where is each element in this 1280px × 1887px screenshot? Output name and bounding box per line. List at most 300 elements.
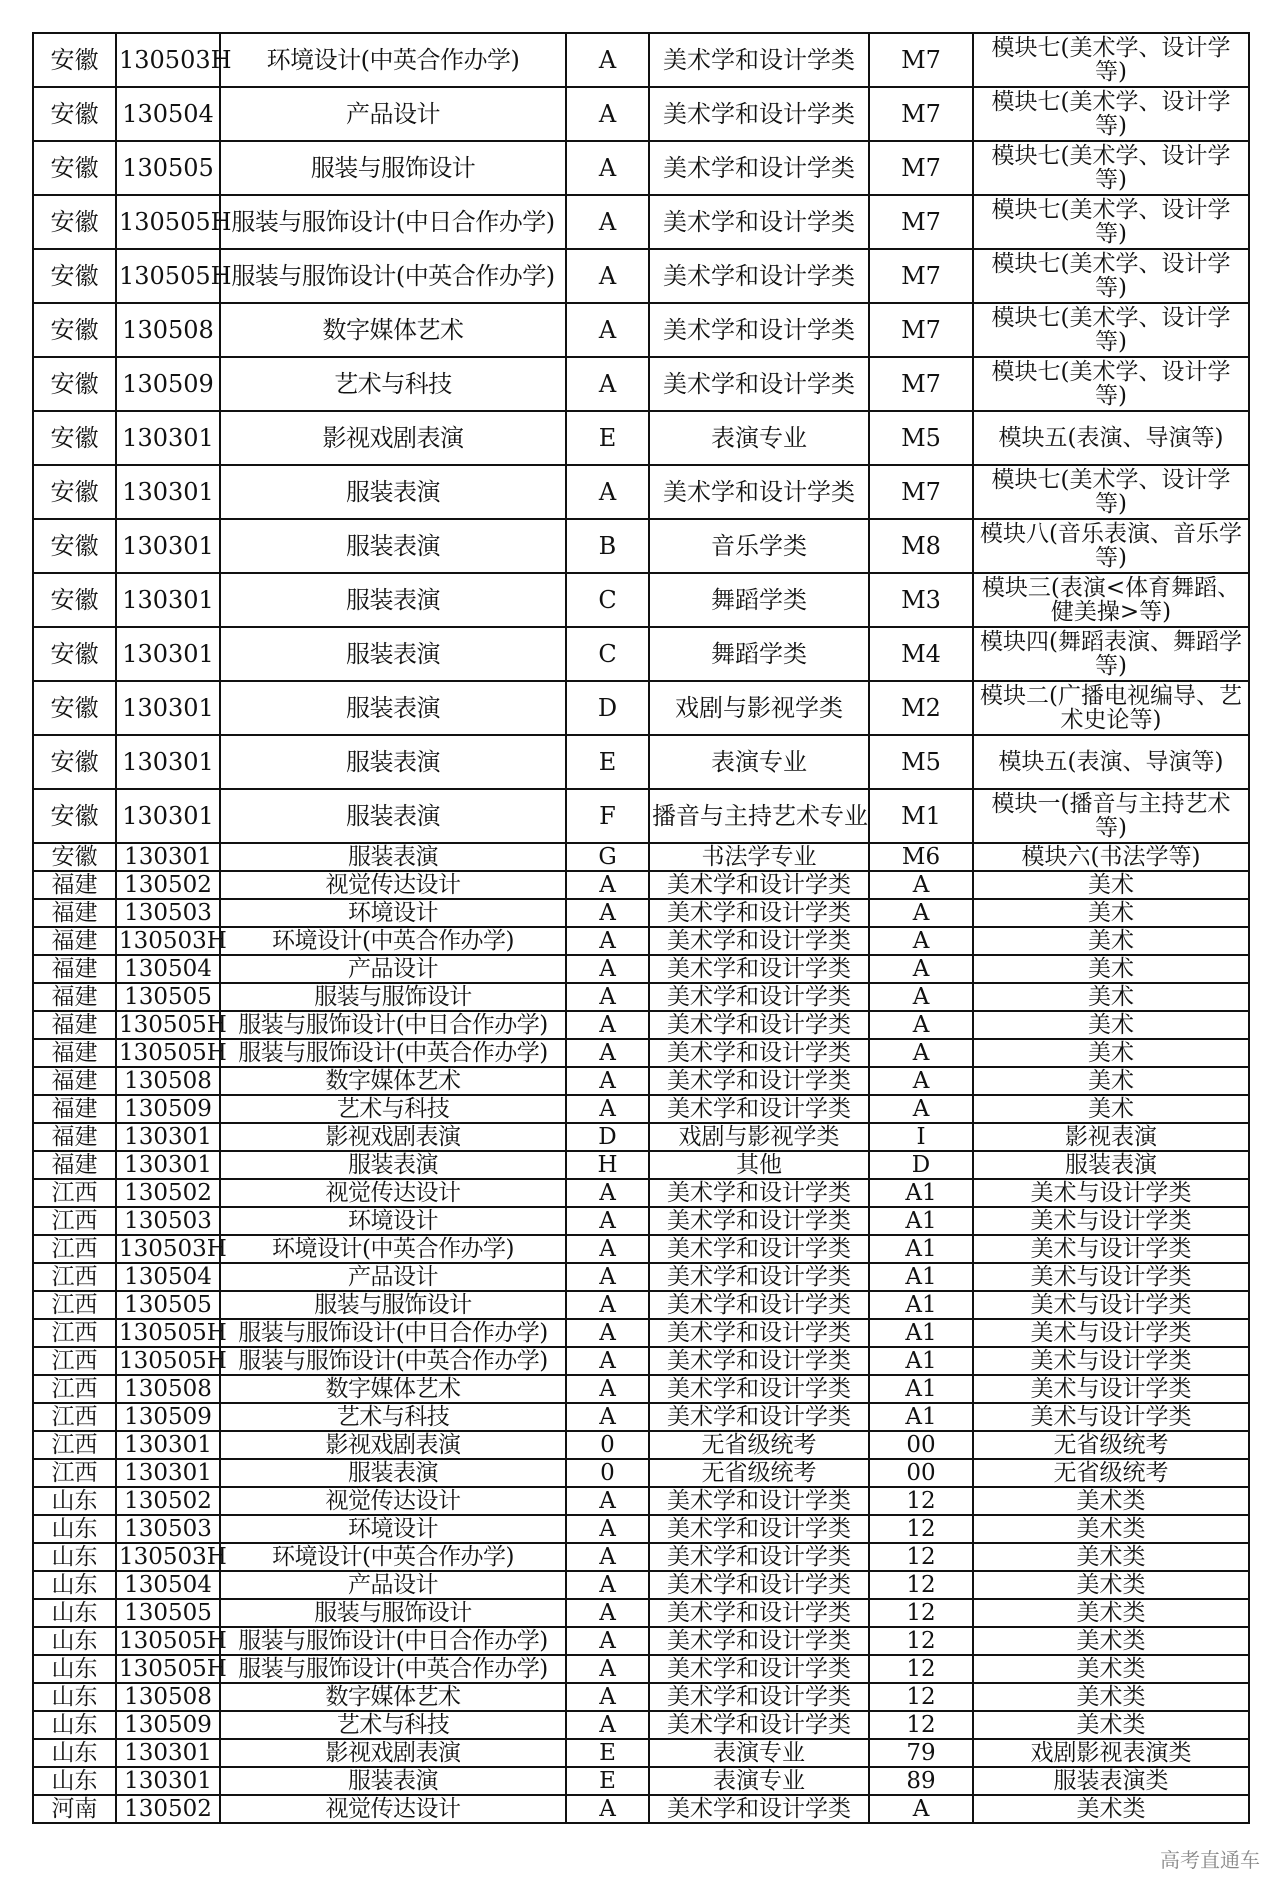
- exam-category-code-cell: A: [566, 871, 649, 899]
- major-name-cell: 数字媒体艺术: [220, 1067, 566, 1095]
- province-cell: 江西: [33, 1347, 116, 1375]
- table-row: [33, 983, 1249, 1011]
- major-code-cell: 130509: [116, 357, 220, 411]
- major-code-cell: 130505H: [116, 195, 220, 249]
- exam-category-cell: 美术学和设计学类: [649, 1795, 869, 1823]
- province-cell: 江西: [33, 1263, 116, 1291]
- major-code-cell: 130503: [116, 1207, 220, 1235]
- major-name-cell: 产品设计: [220, 955, 566, 983]
- major-name-cell: 产品设计: [220, 1263, 566, 1291]
- exam-module-cell: 美术: [973, 927, 1249, 955]
- exam-module-cell: 美术与设计学类: [973, 1403, 1249, 1431]
- major-code-cell: 130301: [116, 411, 220, 465]
- major-name-cell: 环境设计: [220, 899, 566, 927]
- exam-category-cell: 美术学和设计学类: [649, 33, 869, 87]
- exam-category-cell: 美术学和设计学类: [649, 465, 869, 519]
- exam-code-cell: 12: [869, 1711, 973, 1739]
- exam-category-code-cell: A: [566, 1319, 649, 1347]
- province-cell: 安徽: [33, 357, 116, 411]
- major-name-cell: 服装与服饰设计(中日合作办学): [220, 1319, 566, 1347]
- major-code-cell: 130504: [116, 1263, 220, 1291]
- major-code-cell: 130503H: [116, 1235, 220, 1263]
- exam-code-cell: A: [869, 1011, 973, 1039]
- exam-code-cell: A1: [869, 1207, 973, 1235]
- table-row: [33, 955, 1249, 983]
- exam-category-code-cell: A: [566, 1067, 649, 1095]
- major-code-cell: 130508: [116, 303, 220, 357]
- exam-category-code-cell: E: [566, 1767, 649, 1795]
- exam-category-code-cell: A: [566, 955, 649, 983]
- table-row: [33, 1711, 1249, 1739]
- province-cell: 安徽: [33, 789, 116, 843]
- province-cell: 山东: [33, 1571, 116, 1599]
- exam-category-code-cell: A: [566, 1235, 649, 1263]
- table-row: [33, 1627, 1249, 1655]
- major-code-cell: 130508: [116, 1375, 220, 1403]
- province-cell: 福建: [33, 1011, 116, 1039]
- exam-category-code-cell: A: [566, 899, 649, 927]
- exam-category-cell: 美术学和设计学类: [649, 1627, 869, 1655]
- table-body: [33, 33, 1249, 1823]
- exam-category-cell: 美术学和设计学类: [649, 1263, 869, 1291]
- exam-category-code-cell: A: [566, 1291, 649, 1319]
- province-cell: 山东: [33, 1627, 116, 1655]
- major-code-cell: 130301: [116, 573, 220, 627]
- major-code-cell: 130301: [116, 1767, 220, 1795]
- province-cell: 河南: [33, 1795, 116, 1823]
- exam-category-cell: 美术学和设计学类: [649, 1067, 869, 1095]
- major-code-cell: 130503H: [116, 927, 220, 955]
- table-row: [33, 1655, 1249, 1683]
- exam-category-code-cell: 0: [566, 1431, 649, 1459]
- exam-module-cell: 美术: [973, 1067, 1249, 1095]
- table-row: [33, 249, 1249, 303]
- major-name-cell: 服装与服饰设计(中英合作办学): [220, 1039, 566, 1067]
- province-cell: 福建: [33, 1039, 116, 1067]
- province-cell: 江西: [33, 1375, 116, 1403]
- province-cell: 山东: [33, 1711, 116, 1739]
- major-code-cell: 130301: [116, 1431, 220, 1459]
- exam-module-cell: 美术: [973, 1011, 1249, 1039]
- table-row: [33, 519, 1249, 573]
- table-row: [33, 357, 1249, 411]
- major-code-cell: 130301: [116, 519, 220, 573]
- exam-category-code-cell: C: [566, 627, 649, 681]
- table-row: [33, 1095, 1249, 1123]
- exam-code-cell: M5: [869, 735, 973, 789]
- major-code-cell: 130505H: [116, 1627, 220, 1655]
- exam-category-cell: 无省级统考: [649, 1459, 869, 1487]
- major-code-cell: 130502: [116, 1179, 220, 1207]
- exam-category-cell: 美术学和设计学类: [649, 871, 869, 899]
- major-code-cell: 130503: [116, 1515, 220, 1543]
- exam-category-cell: 表演专业: [649, 735, 869, 789]
- exam-code-cell: A1: [869, 1403, 973, 1431]
- province-cell: 江西: [33, 1207, 116, 1235]
- exam-module-cell: 美术类: [973, 1599, 1249, 1627]
- table-row: [33, 573, 1249, 627]
- exam-module-cell: 模块三(表演<体育舞蹈、健美操>等): [973, 573, 1249, 627]
- exam-module-cell: 美术: [973, 871, 1249, 899]
- province-cell: 江西: [33, 1319, 116, 1347]
- province-cell: 山东: [33, 1655, 116, 1683]
- exam-code-cell: A: [869, 1039, 973, 1067]
- major-code-cell: 130301: [116, 735, 220, 789]
- exam-code-cell: A: [869, 955, 973, 983]
- exam-category-code-cell: D: [566, 1123, 649, 1151]
- exam-module-cell: 美术与设计学类: [973, 1179, 1249, 1207]
- major-code-cell: 130502: [116, 1487, 220, 1515]
- table-row: [33, 1263, 1249, 1291]
- major-exam-mapping-table: [32, 32, 1250, 1824]
- major-code-cell: 130505H: [116, 1039, 220, 1067]
- major-code-cell: 130502: [116, 1795, 220, 1823]
- exam-code-cell: M4: [869, 627, 973, 681]
- major-name-cell: 服装表演: [220, 627, 566, 681]
- exam-module-cell: 模块七(美术学、设计学等): [973, 303, 1249, 357]
- exam-category-cell: 美术学和设计学类: [649, 1179, 869, 1207]
- exam-category-cell: 美术学和设计学类: [649, 1347, 869, 1375]
- exam-module-cell: 美术类: [973, 1655, 1249, 1683]
- table-row: [33, 1011, 1249, 1039]
- province-cell: 安徽: [33, 249, 116, 303]
- exam-category-code-cell: C: [566, 573, 649, 627]
- exam-category-cell: 表演专业: [649, 1767, 869, 1795]
- province-cell: 安徽: [33, 303, 116, 357]
- exam-category-code-cell: B: [566, 519, 649, 573]
- major-code-cell: 130509: [116, 1403, 220, 1431]
- major-name-cell: 艺术与科技: [220, 1095, 566, 1123]
- exam-category-cell: 音乐学类: [649, 519, 869, 573]
- exam-category-cell: 美术学和设计学类: [649, 1515, 869, 1543]
- major-code-cell: 130505: [116, 1599, 220, 1627]
- province-cell: 江西: [33, 1235, 116, 1263]
- major-name-cell: 服装与服饰设计: [220, 141, 566, 195]
- province-cell: 江西: [33, 1459, 116, 1487]
- province-cell: 安徽: [33, 519, 116, 573]
- major-code-cell: 130301: [116, 1739, 220, 1767]
- table-row: [33, 1347, 1249, 1375]
- exam-category-code-cell: A: [566, 1403, 649, 1431]
- table-row: [33, 1599, 1249, 1627]
- enrollment-table-sheet: [32, 32, 1248, 1824]
- exam-category-code-cell: A: [566, 249, 649, 303]
- table-row: [33, 1291, 1249, 1319]
- table-row: [33, 681, 1249, 735]
- major-name-cell: 服装表演: [220, 843, 566, 871]
- province-cell: 安徽: [33, 141, 116, 195]
- exam-category-cell: 表演专业: [649, 411, 869, 465]
- exam-code-cell: A1: [869, 1375, 973, 1403]
- table-row: [33, 1515, 1249, 1543]
- major-name-cell: 数字媒体艺术: [220, 1683, 566, 1711]
- province-cell: 安徽: [33, 843, 116, 871]
- exam-module-cell: 美术与设计学类: [973, 1263, 1249, 1291]
- table-row: [33, 1179, 1249, 1207]
- exam-category-cell: 戏剧与影视学类: [649, 681, 869, 735]
- exam-category-cell: 美术学和设计学类: [649, 1655, 869, 1683]
- exam-code-cell: M7: [869, 141, 973, 195]
- exam-category-cell: 美术学和设计学类: [649, 1403, 869, 1431]
- table-row: [33, 1571, 1249, 1599]
- exam-category-cell: 美术学和设计学类: [649, 1571, 869, 1599]
- province-cell: 安徽: [33, 87, 116, 141]
- exam-category-code-cell: A: [566, 1571, 649, 1599]
- exam-code-cell: 79: [869, 1739, 973, 1767]
- exam-module-cell: 美术类: [973, 1515, 1249, 1543]
- table-row: [33, 1543, 1249, 1571]
- exam-code-cell: 12: [869, 1627, 973, 1655]
- major-code-cell: 130301: [116, 843, 220, 871]
- major-name-cell: 环境设计: [220, 1515, 566, 1543]
- province-cell: 山东: [33, 1739, 116, 1767]
- exam-category-code-cell: A: [566, 1039, 649, 1067]
- exam-module-cell: 服装表演: [973, 1151, 1249, 1179]
- major-name-cell: 服装与服饰设计(中英合作办学): [220, 249, 566, 303]
- major-name-cell: 影视戏剧表演: [220, 1123, 566, 1151]
- table-row: [33, 1403, 1249, 1431]
- exam-category-code-cell: A: [566, 1011, 649, 1039]
- exam-category-code-cell: A: [566, 1655, 649, 1683]
- major-name-cell: 服装表演: [220, 1767, 566, 1795]
- exam-code-cell: M3: [869, 573, 973, 627]
- exam-module-cell: 模块七(美术学、设计学等): [973, 195, 1249, 249]
- exam-module-cell: 模块七(美术学、设计学等): [973, 465, 1249, 519]
- major-code-cell: 130504: [116, 87, 220, 141]
- exam-category-code-cell: G: [566, 843, 649, 871]
- exam-code-cell: M1: [869, 789, 973, 843]
- exam-module-cell: 美术: [973, 983, 1249, 1011]
- province-cell: 江西: [33, 1403, 116, 1431]
- exam-category-cell: 书法学专业: [649, 843, 869, 871]
- table-row: [33, 1739, 1249, 1767]
- major-code-cell: 130502: [116, 871, 220, 899]
- major-code-cell: 130505: [116, 1291, 220, 1319]
- major-name-cell: 环境设计: [220, 1207, 566, 1235]
- province-cell: 福建: [33, 871, 116, 899]
- province-cell: 福建: [33, 1123, 116, 1151]
- exam-category-cell: 美术学和设计学类: [649, 1095, 869, 1123]
- exam-category-code-cell: A: [566, 1599, 649, 1627]
- major-name-cell: 艺术与科技: [220, 357, 566, 411]
- exam-category-cell: 舞蹈学类: [649, 627, 869, 681]
- major-code-cell: 130301: [116, 681, 220, 735]
- exam-code-cell: 12: [869, 1655, 973, 1683]
- table-row: [33, 195, 1249, 249]
- major-code-cell: 130503H: [116, 33, 220, 87]
- table-row: [33, 899, 1249, 927]
- exam-category-code-cell: A: [566, 1627, 649, 1655]
- major-name-cell: 影视戏剧表演: [220, 1739, 566, 1767]
- table-row: [33, 1431, 1249, 1459]
- major-name-cell: 服装与服饰设计: [220, 1291, 566, 1319]
- major-name-cell: 数字媒体艺术: [220, 1375, 566, 1403]
- major-code-cell: 130301: [116, 789, 220, 843]
- major-name-cell: 环境设计(中英合作办学): [220, 1543, 566, 1571]
- exam-category-cell: 美术学和设计学类: [649, 1207, 869, 1235]
- exam-code-cell: A: [869, 899, 973, 927]
- table-row: [33, 1487, 1249, 1515]
- province-cell: 山东: [33, 1599, 116, 1627]
- major-name-cell: 视觉传达设计: [220, 871, 566, 899]
- major-name-cell: 产品设计: [220, 1571, 566, 1599]
- exam-module-cell: 美术类: [973, 1487, 1249, 1515]
- major-name-cell: 服装表演: [220, 465, 566, 519]
- exam-category-code-cell: E: [566, 735, 649, 789]
- exam-code-cell: A1: [869, 1291, 973, 1319]
- exam-category-code-cell: A: [566, 1683, 649, 1711]
- exam-category-cell: 美术学和设计学类: [649, 1711, 869, 1739]
- exam-code-cell: 12: [869, 1515, 973, 1543]
- table-row: [33, 1375, 1249, 1403]
- major-name-cell: 艺术与科技: [220, 1403, 566, 1431]
- exam-category-cell: 美术学和设计学类: [649, 249, 869, 303]
- exam-category-code-cell: A: [566, 303, 649, 357]
- exam-code-cell: 00: [869, 1459, 973, 1487]
- exam-code-cell: D: [869, 1151, 973, 1179]
- exam-category-code-cell: H: [566, 1151, 649, 1179]
- exam-category-code-cell: A: [566, 33, 649, 87]
- exam-category-code-cell: D: [566, 681, 649, 735]
- exam-category-code-cell: A: [566, 927, 649, 955]
- exam-category-code-cell: A: [566, 465, 649, 519]
- exam-code-cell: A1: [869, 1179, 973, 1207]
- major-code-cell: 130508: [116, 1067, 220, 1095]
- exam-code-cell: M7: [869, 87, 973, 141]
- major-name-cell: 服装与服饰设计(中日合作办学): [220, 195, 566, 249]
- exam-code-cell: M7: [869, 33, 973, 87]
- major-code-cell: 130505H: [116, 249, 220, 303]
- exam-category-cell: 播音与主持艺术专业: [649, 789, 869, 843]
- exam-module-cell: 美术类: [973, 1711, 1249, 1739]
- exam-code-cell: I: [869, 1123, 973, 1151]
- exam-category-code-cell: E: [566, 1739, 649, 1767]
- major-name-cell: 环境设计(中英合作办学): [220, 33, 566, 87]
- major-name-cell: 服装与服饰设计(中英合作办学): [220, 1655, 566, 1683]
- major-code-cell: 130503: [116, 899, 220, 927]
- exam-category-cell: 舞蹈学类: [649, 573, 869, 627]
- major-name-cell: 数字媒体艺术: [220, 303, 566, 357]
- table-row: [33, 843, 1249, 871]
- exam-code-cell: A: [869, 1795, 973, 1823]
- exam-module-cell: 模块五(表演、导演等): [973, 411, 1249, 465]
- table-row: [33, 1207, 1249, 1235]
- exam-code-cell: M5: [869, 411, 973, 465]
- province-cell: 安徽: [33, 195, 116, 249]
- exam-module-cell: 美术类: [973, 1683, 1249, 1711]
- exam-category-cell: 戏剧与影视学类: [649, 1123, 869, 1151]
- exam-code-cell: M6: [869, 843, 973, 871]
- major-code-cell: 130504: [116, 955, 220, 983]
- exam-module-cell: 模块五(表演、导演等): [973, 735, 1249, 789]
- exam-module-cell: 模块七(美术学、设计学等): [973, 357, 1249, 411]
- table-row: [33, 465, 1249, 519]
- exam-category-cell: 美术学和设计学类: [649, 1039, 869, 1067]
- exam-code-cell: A1: [869, 1263, 973, 1291]
- exam-code-cell: A1: [869, 1319, 973, 1347]
- exam-module-cell: 美术类: [973, 1627, 1249, 1655]
- table-row: [33, 871, 1249, 899]
- major-code-cell: 130301: [116, 1123, 220, 1151]
- major-name-cell: 影视戏剧表演: [220, 1431, 566, 1459]
- exam-module-cell: 模块七(美术学、设计学等): [973, 249, 1249, 303]
- table-row: [33, 789, 1249, 843]
- exam-module-cell: 美术与设计学类: [973, 1319, 1249, 1347]
- exam-category-code-cell: A: [566, 1347, 649, 1375]
- province-cell: 安徽: [33, 465, 116, 519]
- exam-category-code-cell: E: [566, 411, 649, 465]
- exam-category-code-cell: A: [566, 141, 649, 195]
- exam-category-code-cell: A: [566, 1515, 649, 1543]
- major-code-cell: 130301: [116, 627, 220, 681]
- table-row: [33, 303, 1249, 357]
- exam-code-cell: A: [869, 1095, 973, 1123]
- exam-category-code-cell: A: [566, 195, 649, 249]
- exam-module-cell: 模块七(美术学、设计学等): [973, 33, 1249, 87]
- exam-module-cell: 美术与设计学类: [973, 1207, 1249, 1235]
- exam-module-cell: 美术: [973, 899, 1249, 927]
- exam-category-cell: 美术学和设计学类: [649, 357, 869, 411]
- exam-code-cell: A: [869, 871, 973, 899]
- table-row: [33, 33, 1249, 87]
- table-row: [33, 927, 1249, 955]
- major-name-cell: 服装表演: [220, 1151, 566, 1179]
- major-code-cell: 130505H: [116, 1655, 220, 1683]
- exam-category-code-cell: F: [566, 789, 649, 843]
- exam-category-code-cell: A: [566, 1375, 649, 1403]
- exam-code-cell: 00: [869, 1431, 973, 1459]
- exam-category-cell: 美术学和设计学类: [649, 1599, 869, 1627]
- exam-module-cell: 美术与设计学类: [973, 1235, 1249, 1263]
- exam-code-cell: M7: [869, 195, 973, 249]
- exam-category-code-cell: A: [566, 87, 649, 141]
- table-row: [33, 1319, 1249, 1347]
- major-name-cell: 视觉传达设计: [220, 1179, 566, 1207]
- province-cell: 福建: [33, 1151, 116, 1179]
- major-name-cell: 服装表演: [220, 735, 566, 789]
- exam-module-cell: 美术与设计学类: [973, 1291, 1249, 1319]
- major-name-cell: 视觉传达设计: [220, 1487, 566, 1515]
- exam-module-cell: 模块六(书法学等): [973, 843, 1249, 871]
- major-name-cell: 视觉传达设计: [220, 1795, 566, 1823]
- exam-category-cell: 美术学和设计学类: [649, 899, 869, 927]
- province-cell: 江西: [33, 1179, 116, 1207]
- major-name-cell: 服装与服饰设计(中日合作办学): [220, 1627, 566, 1655]
- province-cell: 安徽: [33, 627, 116, 681]
- major-name-cell: 服装表演: [220, 789, 566, 843]
- exam-category-code-cell: A: [566, 1095, 649, 1123]
- province-cell: 安徽: [33, 411, 116, 465]
- exam-module-cell: 戏剧影视表演类: [973, 1739, 1249, 1767]
- exam-code-cell: M7: [869, 357, 973, 411]
- table-row: [33, 411, 1249, 465]
- major-name-cell: 服装表演: [220, 519, 566, 573]
- exam-category-cell: 美术学和设计学类: [649, 1375, 869, 1403]
- major-code-cell: 130505H: [116, 1319, 220, 1347]
- exam-category-code-cell: A: [566, 1179, 649, 1207]
- province-cell: 山东: [33, 1515, 116, 1543]
- exam-code-cell: 89: [869, 1767, 973, 1795]
- major-code-cell: 130509: [116, 1711, 220, 1739]
- province-cell: 山东: [33, 1767, 116, 1795]
- exam-module-cell: 模块七(美术学、设计学等): [973, 141, 1249, 195]
- major-name-cell: 产品设计: [220, 87, 566, 141]
- major-code-cell: 130505H: [116, 1347, 220, 1375]
- major-code-cell: 130509: [116, 1095, 220, 1123]
- exam-module-cell: 影视表演: [973, 1123, 1249, 1151]
- province-cell: 江西: [33, 1431, 116, 1459]
- table-row: [33, 1235, 1249, 1263]
